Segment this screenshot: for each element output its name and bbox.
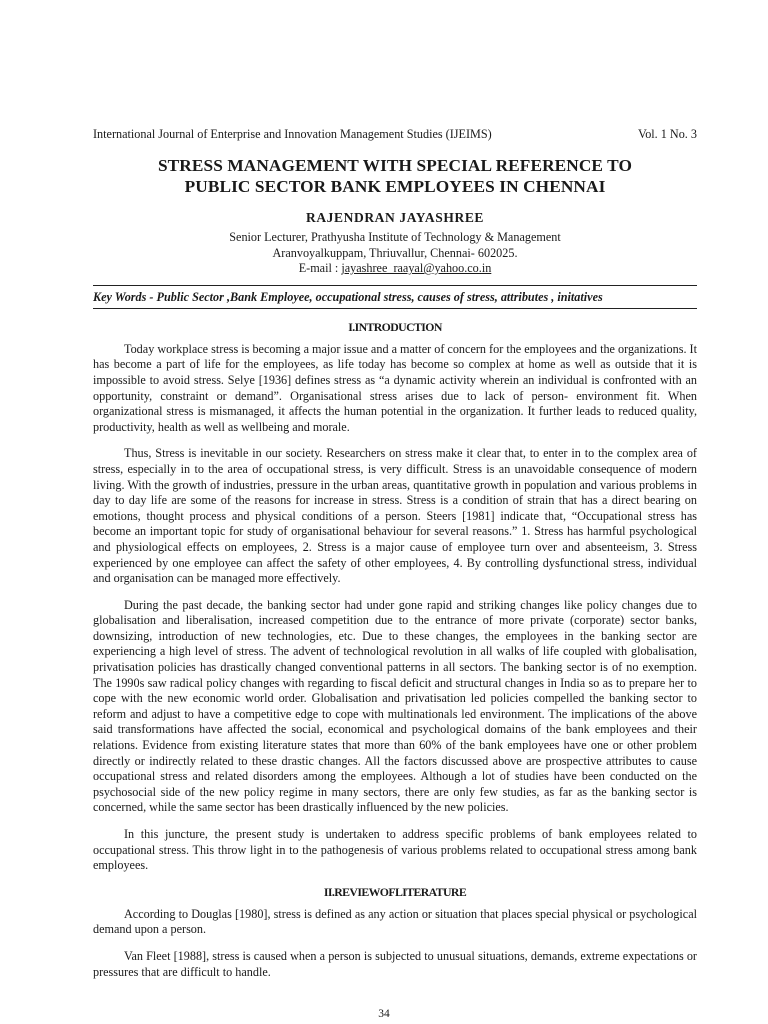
page-number: 34 [378, 1008, 390, 1020]
intro-paragraph-2: Thus, Stress is inevitable in our society. Researchers on stress make it clear that, to enter in to the complex area of stress, especially in to the area of occupational stress, is very difficult. Stress is an unavoidable consequence of modern living. With the growth of industries, pressure in the urban areas, quantitative growth in population and various problems in day to day life are some of the reasons for increase in stress. Stress is a condition of strain that has a direct bearing on emotions, thought process and physical conditions of a person. Steers [1981] indicate that, “Occupational stress has become an important topic for study of organisational behaviour for several reasons.” 1. Stress has harmful psychological and physiological effects on employees, 2. Stress is a major cause of employee turn over and absenteeism, 3. Stress experienced by one employee can affect the safety of other employees, 4. By controlling dysfunctional stress, individual and organisation can be managed more effectively. [93, 446, 697, 586]
email-label: E-mail : [298, 261, 342, 276]
section-heading-literature-review: II.REVIEWOFLITERATURE [323, 884, 467, 899]
intro-paragraph-3: During the past decade, the banking sector had under gone rapid and striking changes like policy changes due to globalisation and liberalisation, increased competition due to the entrance of more private (corporate) sector banks, downsizing, introduction of new technologies, etc. Due to these changes, the employees in the banking sector are experiencing a high level of stress. The advent of technological revolution in all walks of life coupled with globalisation, privatisation policies has drastically changed conventional patterns in all sectors. The banking sector is of no exemption. The 1990s saw radical policy changes with regarding to fiscal deficit and structural changes in India so as to prepare her to cope with the new economic world order. Globalisation and privatisation led policies compelled the banking sector to reform and adjust to have a competitive edge to cope with multinationals led environment. The implications of the above said transformations have affected the social, economical and psychological domains of the bank employees and their relations. Evidence from existing literature states that more than 60% of the bank employees have one or other problem directly or indirectly related to these drastic changes. All the factors discussed above are prospective attributes to cause occupational stress and related disorders among the employees. Although a lot of studies have been conducted on the psychosocial side of the new policy regime in many sectors, there are only few studies, as far as the banking sector is concerned, while the same sector has been drastically influenced by the new policies. [93, 597, 697, 815]
affiliation-line-1: Senior Lecturer, Prathyusha Institute of Technology & Management [229, 230, 561, 244]
volume-issue: Vol. 1 No. 3 [637, 127, 697, 141]
email-line [93, 261, 697, 277]
keywords: Key Words - Public Sector ,Bank Employee, occupational stress, causes of stress, attributes , initatives [93, 289, 603, 304]
author-affiliation [93, 230, 697, 277]
keywords-bottom-rule [93, 308, 697, 309]
intro-paragraph-1: Today workplace stress is becoming a major issue and a matter of concern for the employees and the organizations. It has become a part of life for the employees, as life today has become so complex at home as well as outside that it is impossible to avoid stress. Selye [1936] defines stress as “a dynamic activity wherein an individual is confronted with an opportunity, constraint or demand”. Organisational stress arises due to lack of person- environment fit. When organizational stress is mismanaged, it affects the human potential in the organization. It further leads to reduced quality, productivity, health as well as wellbeing and morale. [93, 341, 697, 434]
section-heading-introduction: I.INTRODUCTION [348, 319, 442, 334]
title-line-2: PUBLIC SECTOR BANK EMPLOYEES IN CHENNAI [184, 177, 606, 196]
review-paragraph-1: According to Douglas [1980], stress is defined as any action or situation that places special physical or psychological demand upon a person. [93, 906, 697, 937]
paper-page [93, 126, 697, 991]
journal-header [93, 126, 697, 143]
email-link[interactable]: jayashree_raayal@yahoo.co.in [341, 261, 492, 276]
review-paragraph-2: Van Fleet [1988], stress is caused when a person is subjected to unusual situations, demands, extreme expectations or pressures that are difficult to handle. [93, 948, 697, 979]
author-name: RAJENDRAN JAYASHREE [305, 210, 485, 225]
affiliation-line-2: Aranvoyalkuppam, Thriuvallur, Chennai- 602025. [272, 245, 518, 260]
title-line-1: STRESS MANAGEMENT WITH SPECIAL REFERENCE TO [157, 156, 633, 175]
intro-paragraph-4: In this juncture, the present study is undertaken to address specific problems of bank employees related to occupational stress. This throw light in to the pathogenesis of various problems related to occupational stress among bank employees. [93, 827, 697, 873]
journal-name: International Journal of Enterprise and Innovation Management Studies (IJEIMS) [93, 127, 492, 141]
paper-title [93, 155, 697, 197]
